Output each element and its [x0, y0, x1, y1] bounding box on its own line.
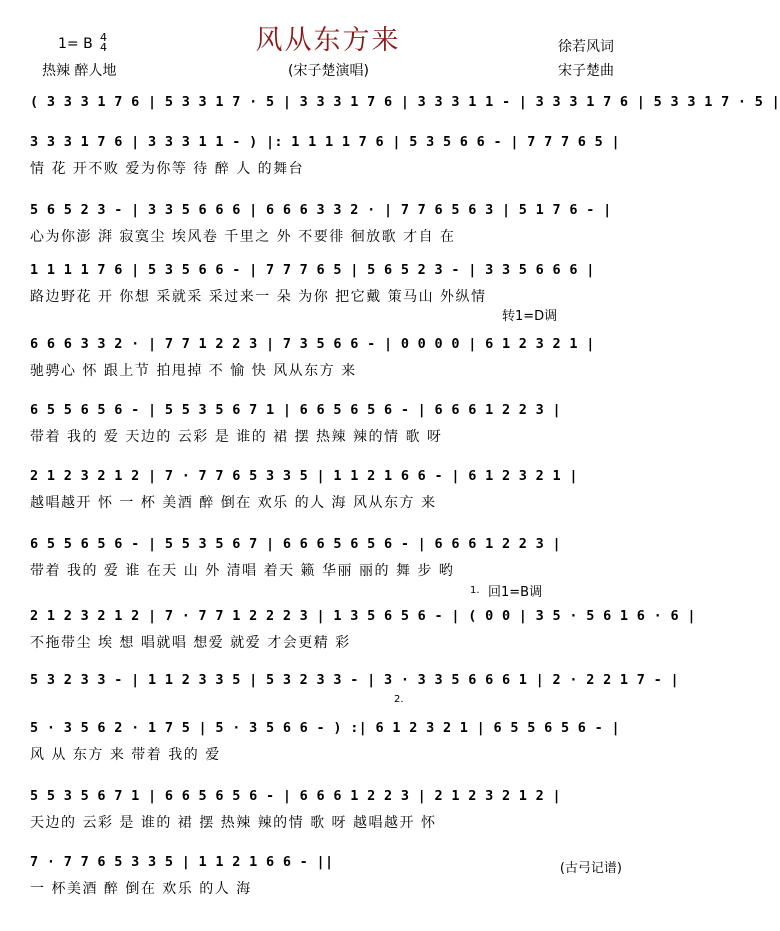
notation-line: 5 5 3 5 6 7 1 | 6 6 5 6 5 6 - | 6 6 6 1 2 2 3 | 2 1 2 3 2 1 2 |: [30, 788, 561, 804]
notation-line: ( 3 3 3 1 7 6 | 5 3 3 1 7 · 5 | 3 3 3 1 7 6 | 3 3 3 1 1 - | 3 3 3 1 7 6 | 5 3 3 1 7 · 5 |: [30, 94, 780, 110]
lyric-line: 带着 我的 爱 谁 在天 山 外 清唱 着天 籁 华丽 丽的 舞 步 哟: [30, 563, 455, 579]
notation-line: 2 1 2 3 2 1 2 | 7 · 7 7 1 2 2 2 3 | 1 3 5 6 5 6 - | ( 0 0 | 3 5 · 5 6 1 6 · 6 |: [30, 608, 696, 624]
composer: 宋子楚曲: [558, 63, 614, 79]
return-key-note: 回1=B调: [488, 585, 543, 600]
notation-line: 6 5 5 6 5 6 - | 5 5 3 5 6 7 | 6 6 6 5 6 5 6 - | 6 6 6 1 2 2 3 |: [30, 536, 561, 552]
time-bottom: 4: [100, 41, 107, 54]
modulation-note: 转1=D调: [502, 309, 558, 324]
lyricist: 徐若风词: [558, 39, 614, 55]
notation-line: 5 6 5 2 3 - | 3 3 5 6 6 6 | 6 6 6 3 3 2 · | 7 7 6 5 6 3 | 5 1 7 6 - |: [30, 202, 612, 218]
time-top: 4: [100, 31, 107, 44]
notation-line: 5 · 3 5 6 2 · 1 7 5 | 5 · 3 5 6 6 - ) :| 6 1 2 3 2 1 | 6 5 5 6 5 6 - |: [30, 720, 620, 736]
lyric-line: 一 杯美酒 醉 倒在 欢乐 的人 海: [30, 881, 252, 897]
performer: (宋子楚演唱): [288, 63, 369, 79]
tempo-marking: 热辣 醉人地: [42, 63, 117, 79]
lyric-line: 心为你澎 湃 寂寞尘 埃风卷 千里之 外 不要徘 徊放歌 才自 在: [30, 229, 456, 245]
lyric-line: 驰骋心 怀 跟上节 拍甩掉 不 愉 快 风从东方 来: [30, 363, 357, 379]
notation-line: 2 1 2 3 2 1 2 | 7 · 7 7 6 5 3 3 5 | 1 1 2 1 6 6 - | 6 1 2 3 2 1 |: [30, 468, 578, 484]
notation-line: 6 5 5 6 5 6 - | 5 5 3 5 6 7 1 | 6 6 5 6 5 6 - | 6 6 6 1 2 2 3 |: [30, 402, 561, 418]
lyric-line: 风 从 东方 来 带着 我的 爱: [30, 747, 221, 763]
lyric-line: 不拖带尘 埃 想 唱就唱 想爱 就爱 才会更精 彩: [30, 635, 351, 651]
lyric-line: 天边的 云彩 是 谁的 裙 摆 热辣 辣的情 歌 呀 越唱越开 怀: [30, 815, 437, 831]
notation-line: 6 6 6 3 3 2 · | 7 7 1 2 2 3 | 7 3 5 6 6 - | 0 0 0 0 | 6 1 2 3 2 1 |: [30, 336, 595, 352]
lyric-line: 越唱越开 怀 一 杯 美酒 醉 倒在 欢乐 的人 海 风从东方 来: [30, 495, 437, 511]
volta-2-mark: 2.: [394, 694, 404, 705]
lyric-line: 情 花 开不败 爱为你等 待 醉 人 的舞台: [30, 161, 305, 177]
notation-line: 7 · 7 7 6 5 3 3 5 | 1 1 2 1 6 6 - ||: [30, 854, 334, 870]
notation-line: 5 3 2 3 3 - | 1 1 2 3 3 5 | 5 3 2 3 3 - | 3 · 3 3 5 6 6 6 1 | 2 · 2 2 1 7 - |: [30, 672, 679, 688]
transcriber-credit: (古弓记谱): [559, 861, 622, 876]
lyric-line: 带着 我的 爱 天边的 云彩 是 谁的 裙 摆 热辣 辣的情 歌 呀: [30, 429, 443, 445]
notation-line: 3 3 3 1 7 6 | 3 3 3 1 1 - ) |: 1 1 1 1 7 6 | 5 3 5 6 6 - | 7 7 7 6 5 |: [30, 134, 620, 150]
lyric-line: 路边野花 开 你想 采就采 采过来一 朵 为你 把它戴 策马山 外纵情: [30, 289, 487, 305]
notation-line: 1 1 1 1 7 6 | 5 3 5 6 6 - | 7 7 7 6 5 | 5 6 5 2 3 - | 3 3 5 6 6 6 |: [30, 262, 595, 278]
song-title: 风从东方来: [255, 25, 401, 56]
volta-1-mark: 1.: [470, 585, 480, 596]
key-signature: 1= B: [58, 36, 93, 52]
